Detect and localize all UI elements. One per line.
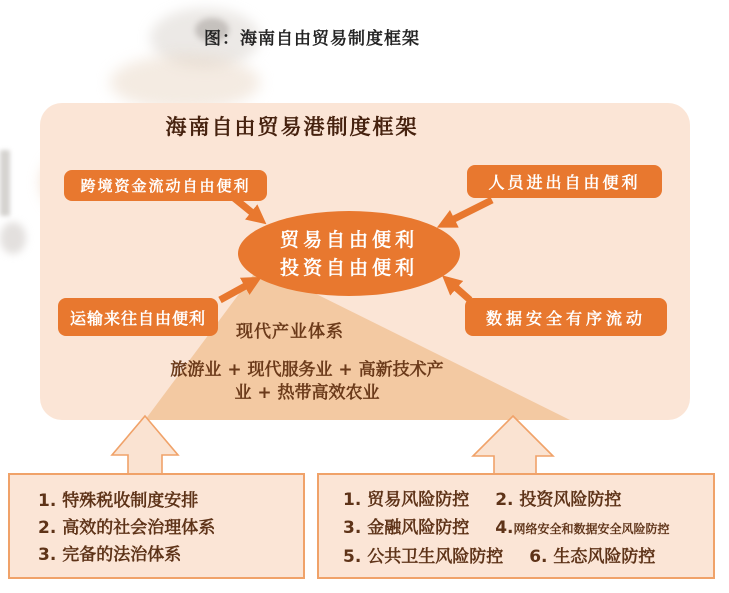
list-item: 6. 生态风险防控 bbox=[529, 547, 656, 567]
center-ellipse-line2: 投资自由便利 bbox=[279, 256, 418, 279]
watermark-artifact bbox=[0, 222, 26, 254]
list-item: 3. 金融风险防控 bbox=[343, 518, 470, 538]
list-row bbox=[343, 543, 713, 571]
center-ellipse-line1: 贸易自由便利 bbox=[279, 228, 418, 251]
node-label: 数据安全有序流动 bbox=[485, 308, 646, 328]
institution-list-box bbox=[8, 473, 305, 579]
industries-line1: 旅游业 + 现代服务业 + 高新技术产 bbox=[170, 360, 444, 380]
node-label: 运输来往自由便利 bbox=[69, 308, 206, 328]
list-item: 1. 特殊税收制度安排 bbox=[38, 491, 199, 511]
node-label: 跨境资金流动自由便利 bbox=[80, 177, 251, 195]
list-item: 1. 贸易风险防控 bbox=[343, 490, 470, 510]
risk-control-list-box bbox=[317, 473, 715, 579]
list-item: 3. 完备的法治体系 bbox=[38, 545, 182, 565]
watermark-artifact bbox=[0, 150, 10, 216]
node-transport bbox=[58, 298, 218, 336]
up-block-arrow-left-icon bbox=[112, 416, 178, 474]
modern-industry-system-label: 现代产业体系 bbox=[236, 322, 344, 342]
framework-panel-title: 海南自由贸易港制度框架 bbox=[165, 115, 419, 139]
node-cross-border-capital bbox=[64, 170, 267, 201]
list-row bbox=[343, 486, 713, 514]
node-personnel-entry-exit bbox=[467, 165, 662, 198]
list-item: 5. 公共卫生风险防控 bbox=[343, 547, 504, 567]
node-data-security bbox=[465, 298, 667, 336]
list-item-small: 网络安全和数据安全风险防控 bbox=[513, 522, 670, 536]
list-item: 2. 高效的社会治理体系 bbox=[38, 518, 216, 538]
watermark-artifact bbox=[110, 55, 260, 110]
list-item: 2. 投资风险防控 bbox=[495, 490, 622, 510]
list-row bbox=[343, 514, 713, 543]
industries-line2: 业 + 热带高效农业 bbox=[234, 383, 380, 403]
figure-title: 图：海南自由贸易制度框架 bbox=[204, 29, 420, 49]
industries-text bbox=[152, 359, 462, 405]
node-label: 人员进出自由便利 bbox=[488, 173, 641, 192]
list-item-number: 4. bbox=[495, 518, 514, 538]
center-ellipse bbox=[238, 211, 460, 296]
up-block-arrow-right-icon bbox=[473, 416, 553, 474]
